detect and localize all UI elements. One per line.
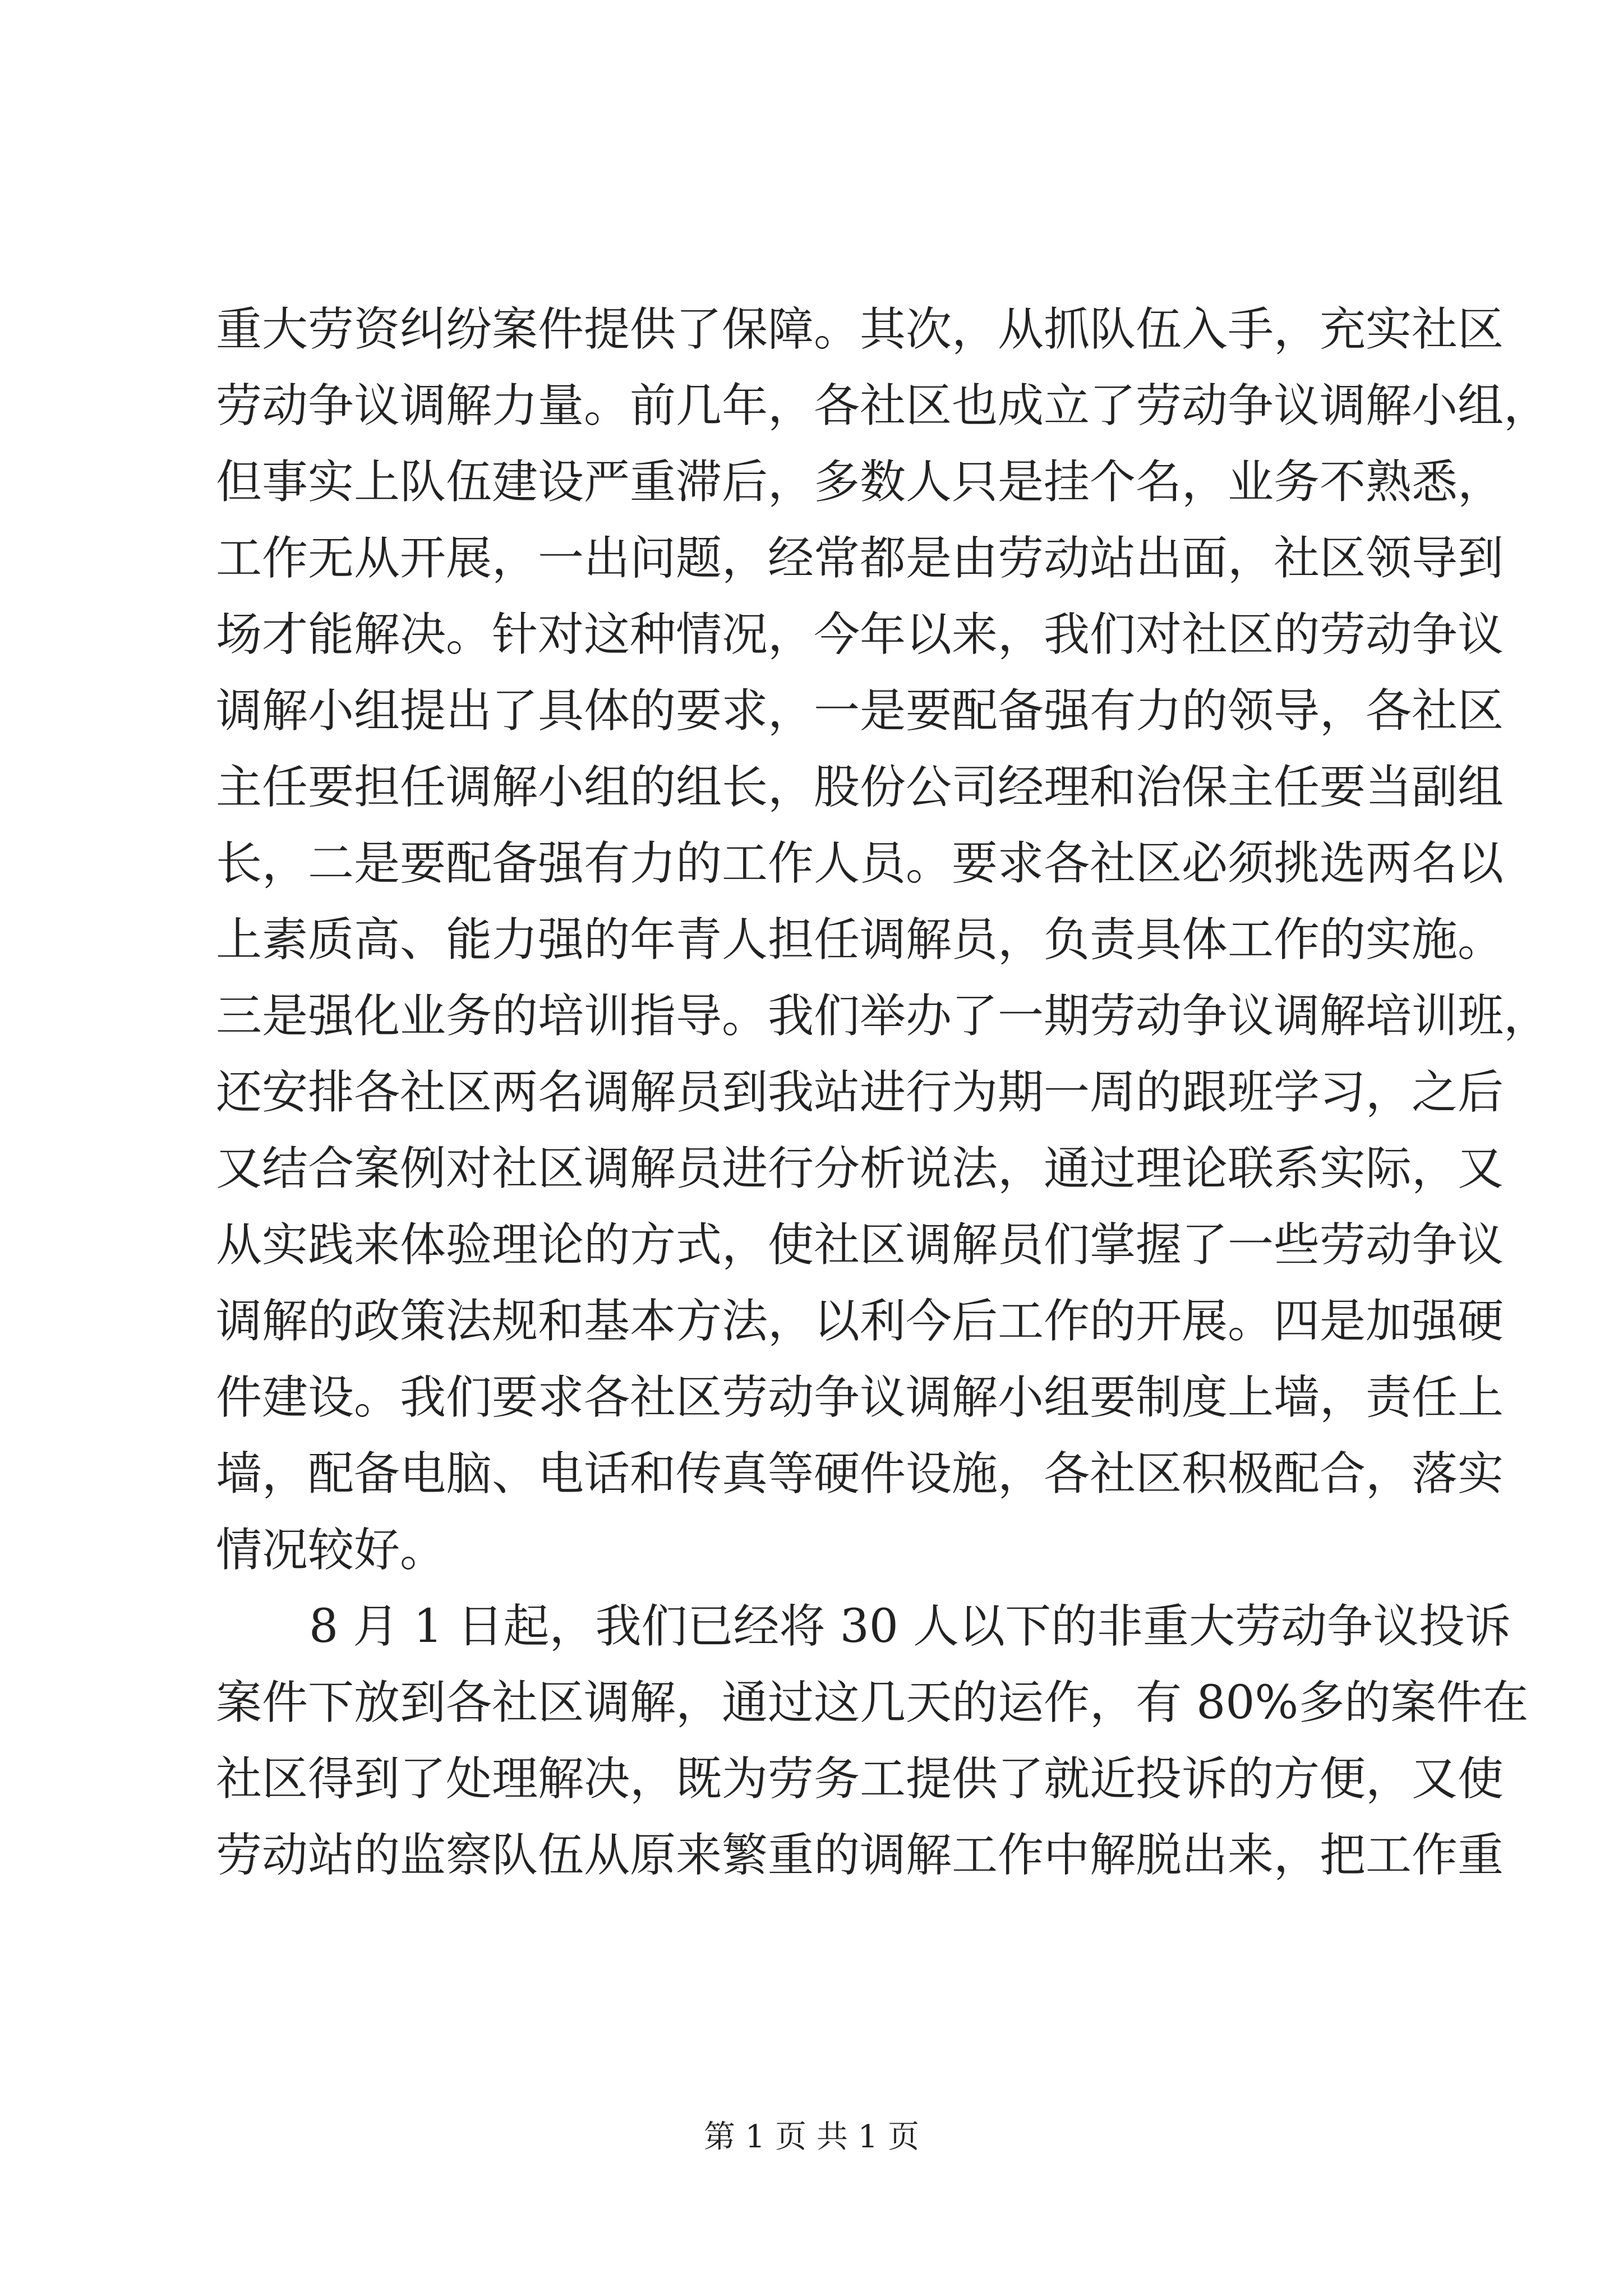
text-line: 劳动争议调解力量。前几年，各社区也成立了劳动争议调解小组， [216, 379, 1550, 432]
text-line: 长，二是要配备强有力的工作人员。要求各社区必须挑选两名以 [216, 837, 1504, 890]
text-line: 情况较好。 [216, 1524, 446, 1577]
text-line: 重大劳资纠纷案件提供了保障。其次，从抓队伍入手，充实社区 [216, 303, 1504, 356]
text-line: 劳动站的监察队伍从原来繁重的调解工作中解脱出来，把工作重 [216, 1829, 1504, 1882]
text-line: 上素质高、能力强的年青人担任调解员，负责具体工作的实施。 [216, 913, 1504, 967]
text-line: 三是强化业务的培训指导。我们举办了一期劳动争议调解培训班， [216, 990, 1550, 1043]
text-line: 又结合案例对社区调解员进行分析说法，通过理论联系实际，又 [216, 1142, 1504, 1195]
text-line: 主任要担任调解小组的组长，股份公司经理和治保主任要当副组 [216, 761, 1504, 814]
paragraph-1 [216, 292, 1550, 1589]
text-line: 还安排各社区两名调解员到我站进行为期一周的跟班学习，之后 [216, 1066, 1504, 1119]
text-line: 件建设。我们要求各社区劳动争议调解小组要制度上墙，责任上 [216, 1371, 1504, 1424]
text-line: 场才能解决。针对这种情况，今年以来，我们对社区的劳动争议 [216, 608, 1504, 661]
text-line: 调解的政策法规和基本方法，以利今后工作的开展。四是加强硬 [216, 1295, 1504, 1348]
text-line: 但事实上队伍建设严重滞后，多数人只是挂个名，业务不熟悉， [216, 455, 1504, 509]
page-number-label: 第 1 页 共 1 页 [703, 2119, 920, 2155]
text-line: 案件下放到各社区调解，通过这几天的运作，有 80%多的案件在 [216, 1676, 1529, 1729]
text-line: 工作无从开展，一出问题，经常都是由劳动站出面，社区领导到 [216, 532, 1504, 585]
text-line: 墙，配备电脑、电话和传真等硬件设施，各社区积极配合，落实 [216, 1447, 1504, 1501]
text-line: 从实践来体验理论的方式，使社区调解员们掌握了一些劳动争议 [216, 1218, 1504, 1272]
text-line: 调解小组提出了具体的要求，一是要配备强有力的领导，各社区 [216, 684, 1504, 738]
text-line: 社区得到了处理解决，既为劳务工提供了就近投诉的方便，又使 [216, 1752, 1504, 1806]
page-footer [0, 2115, 1623, 2160]
document-body [216, 292, 1550, 1894]
text-line: 8 月 1 日起，我们已经将 30 人以下的非重大劳动争议投诉 [309, 1600, 1511, 1653]
paragraph-2 [216, 1589, 1529, 1894]
